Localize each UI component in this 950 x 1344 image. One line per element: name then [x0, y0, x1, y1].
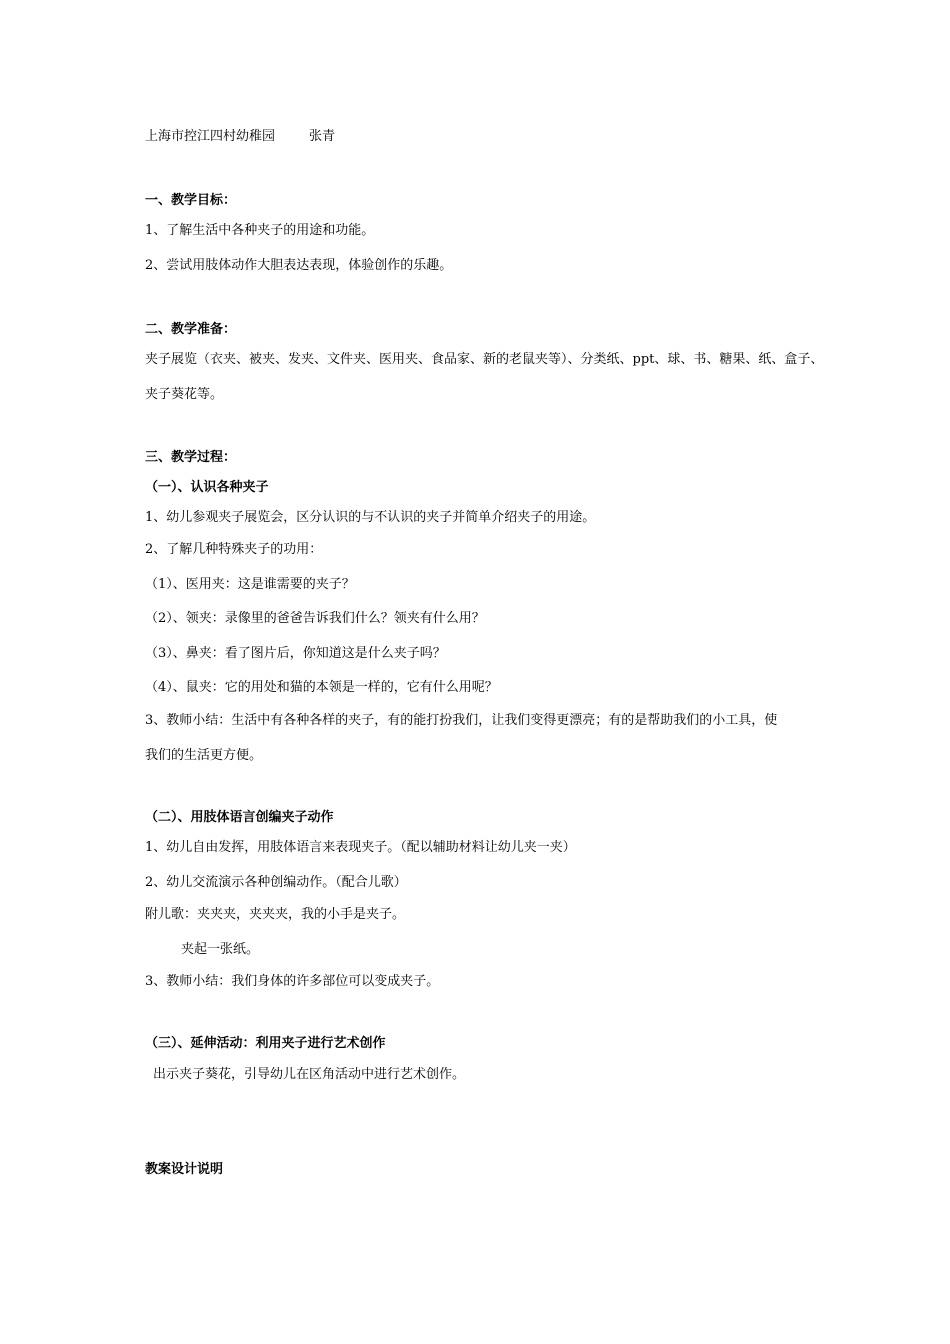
- school-name: 上海市控江四村幼稚园: [145, 129, 276, 144]
- part-2-step-1: 1、幼儿自由发挥，用肢体语言来表现夹子。（配以辅助材料让幼儿夹一夹）: [145, 840, 576, 855]
- part-1-question-4: （4）、鼠夹：它的用处和猫的本领是一样的，它有什么用呢？: [145, 680, 498, 695]
- part-1-summary-2: 我们的生活更方便。: [145, 748, 263, 763]
- design-notes-title: 教案设计说明: [145, 1162, 224, 1177]
- part-3-text: 出示夹子葵花，引导幼儿在区角活动中进行艺术创作。: [153, 1067, 466, 1082]
- part-2-title: （二）、用肢体语言创编夹子动作: [145, 810, 334, 825]
- part-2-step-2: 2、幼儿交流演示各种创编动作。（配合儿歌）: [145, 875, 407, 890]
- header-line: [145, 128, 335, 146]
- objective-1: 1、了解生活中各种夹子的用途和功能。: [145, 223, 375, 238]
- prep-line-1: 夹子展览（衣夹、被夹、发夹、文件夹、医用夹、食品家、新的老鼠夹等）、分类纸、ppt、球、书、糖果、纸、盒子、: [145, 352, 824, 367]
- section-2-title: 二、教学准备：: [145, 322, 237, 337]
- song-line-1: 附儿歌：夹夹夹，夹夹夹，我的小手是夹子。: [145, 907, 406, 922]
- song-line-2: 夹起一张纸。: [181, 942, 260, 957]
- part-1-step-1: 1、幼儿参观夹子展览会，区分认识的与不认识的夹子并简单介绍夹子的用途。: [145, 510, 596, 525]
- part-1-title: （一）、认识各种夹子: [145, 480, 269, 495]
- part-1-summary-1: 3、教师小结：生活中有各种各样的夹子，有的能打扮我们，让我们变得更漂亮；有的是帮助我们的小工具，使: [145, 713, 778, 728]
- part-1-question-3: （3）、鼻夹：看了图片后，你知道这是什么夹子吗？: [145, 646, 446, 661]
- objective-2: 2、尝试用肢体动作大胆表达表现，体验创作的乐趣。: [145, 258, 453, 273]
- section-1-title: 一、教学目标：: [145, 193, 237, 208]
- part-1-question-1: （1）、医用夹：这是谁需要的夹子？: [145, 577, 355, 592]
- part-1-step-2: 2、了解几种特殊夹子的功用：: [145, 542, 323, 557]
- section-3-title: 三、教学过程：: [145, 450, 237, 465]
- author-name: 张青: [309, 129, 336, 144]
- part-3-title: （三）、延伸活动：利用夹子进行艺术创作: [145, 1036, 386, 1051]
- part-2-summary: 3、教师小结：我们身体的许多部位可以变成夹子。: [145, 974, 440, 989]
- prep-line-2: 夹子葵花等。: [145, 387, 224, 402]
- part-1-question-2: （2）、领夹：录像里的爸爸告诉我们什么？领夹有什么用？: [145, 611, 485, 626]
